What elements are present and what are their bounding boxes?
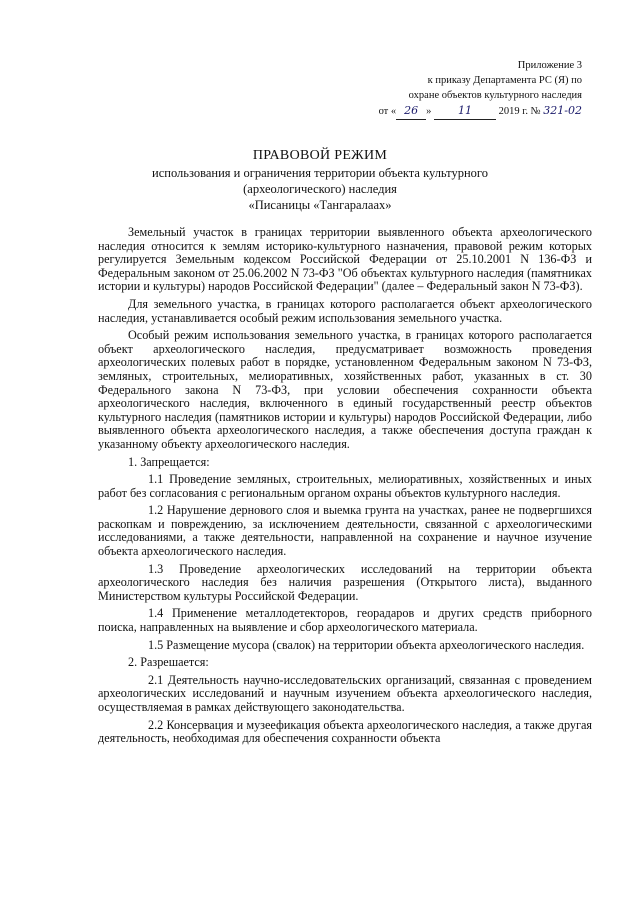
date-prefix: от « bbox=[378, 106, 397, 117]
item-1-1: 1.1 Проведение земляных, строительных, мелиоративных, хозяйственных и иных работ без согласования с региональным органом охраны объектов культурного наследия. bbox=[98, 472, 592, 500]
title-line-3: (археологического) наследия bbox=[243, 182, 397, 196]
order-reference: к приказу Департамента РС (Я) по bbox=[427, 75, 582, 86]
title-line-4: «Писаницы «Тангаралаах» bbox=[248, 198, 392, 212]
paragraph-regime-details: Особый режим использования земельного участка, в границах которого располагается объект археологического наследия, предусматривает возможность проведения археологических полевых работ в порядке, установленном Федеральным законом N 73-ФЗ, земляных, строительных, мелиоративных, хозяйственных работ, указанных в ст. 30 Федерального закона N 73-ФЗ, при условии обеспечения сохранности объекта археологического наследия, включенного в единый государственный реестр объектов культурного наследия (памятников истории и культуры) народов Российской Федерации, либо выявленного объекта археологического наследия, а также обеспечения доступа граждан к указанному объекту археологического наследия. bbox=[98, 328, 592, 451]
item-2-1: 2.1 Деятельность научно-исследовательских организаций, связанная с проведением археологических исследований и научным изучением объекта археологического наследия, осуществляемая в рамках действующего законодательства. bbox=[98, 672, 592, 714]
date-mid: » bbox=[426, 106, 432, 117]
title-line-2: использования и ограничения территории объекта культурного bbox=[152, 166, 488, 180]
section-permitted: 2. Разрешается: bbox=[128, 655, 209, 670]
handwritten-month: 11 bbox=[458, 104, 473, 117]
date-day-field bbox=[396, 103, 426, 120]
handwritten-order-number: 321-02 bbox=[543, 104, 582, 117]
paragraph-special-regime: Для земельного участка, в границах которого располагается объект археологического наследия, устанавливается особый режим использования земельного участка. bbox=[98, 296, 592, 325]
order-date-line bbox=[379, 103, 582, 120]
title-main: ПРАВОВОЙ РЕЖИМ bbox=[252, 148, 388, 163]
date-year-number-label: 2019 г. № bbox=[498, 106, 541, 117]
document-title bbox=[0, 148, 640, 213]
order-reference-cont: охране объектов культурного наследия bbox=[408, 90, 582, 101]
paragraph-land-plot: Земельный участок в границах территории выявленного объекта археологического наследия относится к землям историко-культурного назначения, правовой режим которых регулируется Земельным кодексом Российской Федерации от 25.10.2001 N 136-ФЗ и Федеральным законом от 25.06.2002 N 73-ФЗ "Об объектах культурного наследия (памятниках истории и культуры) народов Российской Федерации" (далее – Федеральный закон N 73-ФЗ). bbox=[98, 225, 592, 294]
item-1-3: 1.3 Проведение археологических исследований на территории объекта археологического наследия без наличия разрешения (Открытого листа), выданного Министерством культуры Российской Федерации. bbox=[98, 561, 592, 603]
section-prohibited: 1. Запрещается: bbox=[128, 454, 210, 469]
item-1-5: 1.5 Размещение мусора (свалок) на территории объекта археологического наследия. bbox=[148, 637, 585, 652]
appendix-label: Приложение 3 bbox=[517, 60, 582, 71]
item-1-4: 1.4 Применение металлодетекторов, георадаров и других средств приборного поиска, направленных на выявление и сбор археологического материала. bbox=[98, 606, 592, 635]
item-2-2: 2.2 Консервация и музеефикация объекта археологического наследия, а также другая деятельность, необходимая для обеспечения сохранности объекта bbox=[98, 717, 592, 746]
handwritten-day: 26 bbox=[404, 104, 419, 117]
appendix-header bbox=[379, 58, 582, 120]
document-body bbox=[98, 226, 592, 750]
item-1-2: 1.2 Нарушение дернового слоя и выемка грунта на участках, ранее не подвергшихся раскопкам и повреждению, за исключением деятельности, связанной с археологическими исследованиями, а также деятельности, направленной на сохранение и научное изучение объекта археологического наследия. bbox=[98, 503, 592, 559]
date-month-field bbox=[434, 103, 496, 120]
